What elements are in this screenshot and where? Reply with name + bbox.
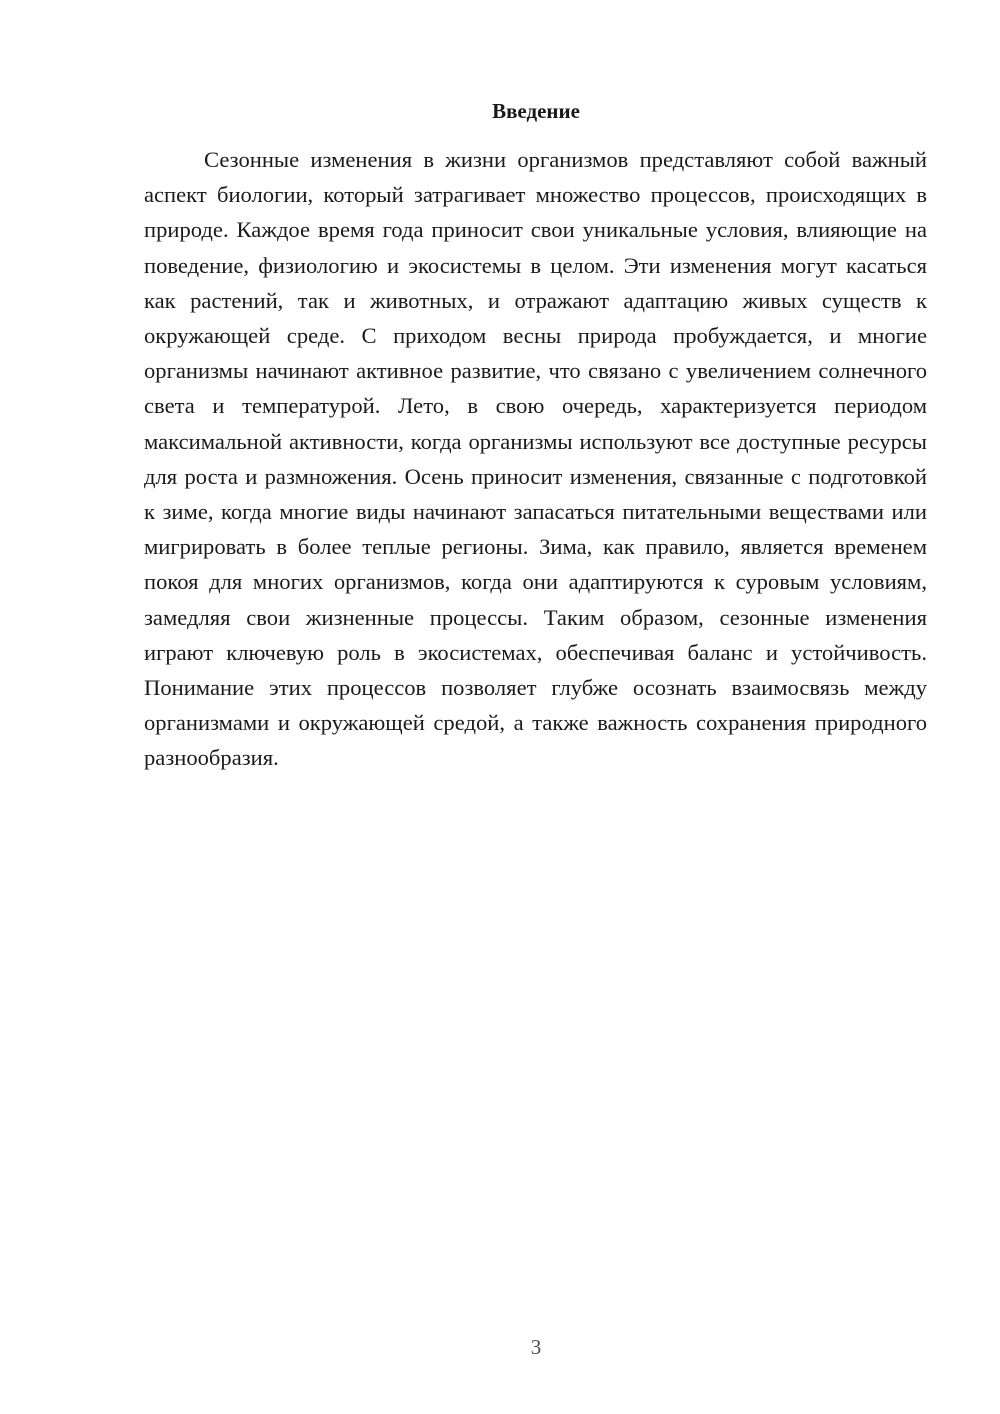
page-number: 3 bbox=[530, 1335, 542, 1359]
body-paragraph: Сезонные изменения в жизни организмов представляют собой важный аспект биологии, который затрагивает множество процессов, происходящих в природе. Каждое время года приносит свои уникальные условия, влияющие на поведение, физиологию и экосистемы в целом. Эти изменения могут касаться как растений, так и животных, и отражают адаптацию живых существ к окружающей среде. С приходом весны природа пробуждается, и многие организмы начинают активное развитие, что связано с увеличением солнечного света и температурой. Лето, в свою очередь, характеризуется периодом максимальной активности, когда организмы используют все доступные ресурсы для роста и размножения. Осень приносит изменения, связанные с подготовкой к зиме, когда многие виды начинают запасаться питательными веществами или мигрировать в более теплые регионы. Зима, как правило, является временем покоя для многих организмов, когда они адаптируются к суровым условиям, замедляя свои жизненные процессы. Таким образом, сезонные изменения играют ключевую роль в экосистемах, обеспечивая баланс и устойчивость. Понимание этих процессов позволяет глубже осознать взаимосвязь между организмами и окружающей средой, а также важность сохранения природного разнообразия. bbox=[144, 147, 927, 771]
section-heading: Введение bbox=[492, 99, 580, 123]
